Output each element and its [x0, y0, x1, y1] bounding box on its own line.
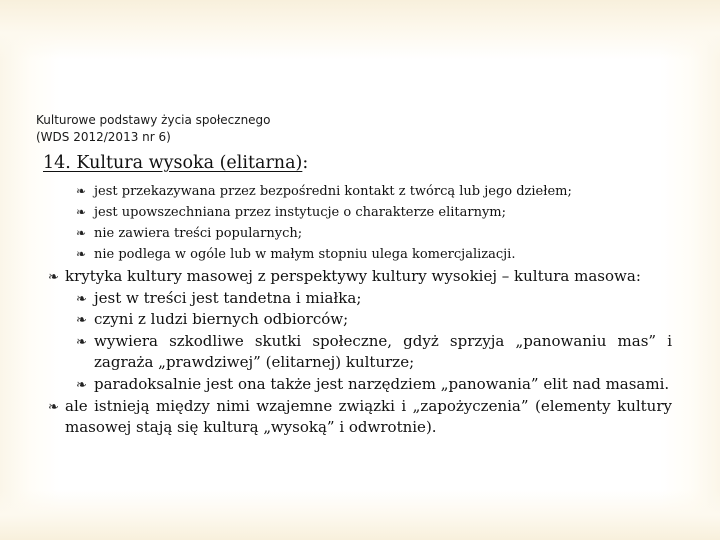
list-item-text: paradoksalnie jest ona także jest narzędziem „panowania” elit nad masami. [94, 374, 670, 393]
course-code: (WDS 2012/2013 nr 6) [36, 130, 171, 144]
main-content [48, 266, 672, 439]
section-heading-text: 14. Kultura wysoka (elitarna) [43, 153, 303, 173]
bullet-icon: ❧ [76, 226, 87, 240]
course-title: Kulturowe podstawy życia społecznego [36, 113, 271, 127]
list-item [76, 223, 696, 244]
list-item-text: czyni z ludzi biernych odbiorców; [94, 310, 349, 329]
section-heading-colon: : [302, 153, 309, 173]
bullet-icon: ❧ [76, 205, 87, 219]
critique-points [76, 288, 672, 396]
slide-header [36, 112, 436, 146]
list-item-text: jest przekazywana przez bezpośredni kontakt z twórcą lub jego dziełem; [94, 184, 572, 199]
list-item [76, 244, 696, 265]
bullet-icon: ❧ [76, 247, 87, 261]
list-item-text: nie podlega w ogóle lub w małym stopniu ulega komercjalizacji. [94, 247, 516, 262]
critique-text: krytyka kultury masowej z perspektywy kultury wysokiej – kultura masowa: [65, 267, 641, 285]
bullet-icon: ❧ [76, 334, 87, 350]
bullet-icon: ❧ [76, 377, 87, 393]
bullet-icon: ❧ [48, 399, 59, 415]
list-item [76, 331, 672, 374]
list-item [76, 309, 672, 331]
bullet-icon: ❧ [76, 184, 87, 198]
high-culture-points [76, 181, 696, 265]
list-item-text: wywiera szkodliwe skutki społeczne, gdyż sprzyja „panowaniu mas” i zagraża „prawdziwej” (elitarnej) kulturze; [94, 331, 672, 372]
list-item [76, 288, 672, 310]
bullet-icon: ❧ [48, 270, 59, 285]
closing-paragraph [48, 396, 672, 439]
list-item-text: jest w treści jest tandetna i miałka; [94, 288, 362, 307]
bullet-icon: ❧ [76, 291, 87, 307]
list-item-text: nie zawiera treści popularnych; [94, 226, 303, 241]
bullet-icon: ❧ [76, 313, 87, 329]
section-heading [43, 153, 308, 173]
list-item-text: jest upowszechniana przez instytucje o charakterze elitarnym; [94, 205, 507, 220]
list-item [76, 202, 696, 223]
list-item [76, 374, 672, 396]
closing-text: ale istnieją między nimi wzajemne związki i „zapożyczenia” (elementy kultury masowej stają się kulturą „wysoką” i odwrotnie). [65, 396, 672, 437]
list-item [76, 181, 696, 202]
critique-paragraph [48, 266, 672, 288]
